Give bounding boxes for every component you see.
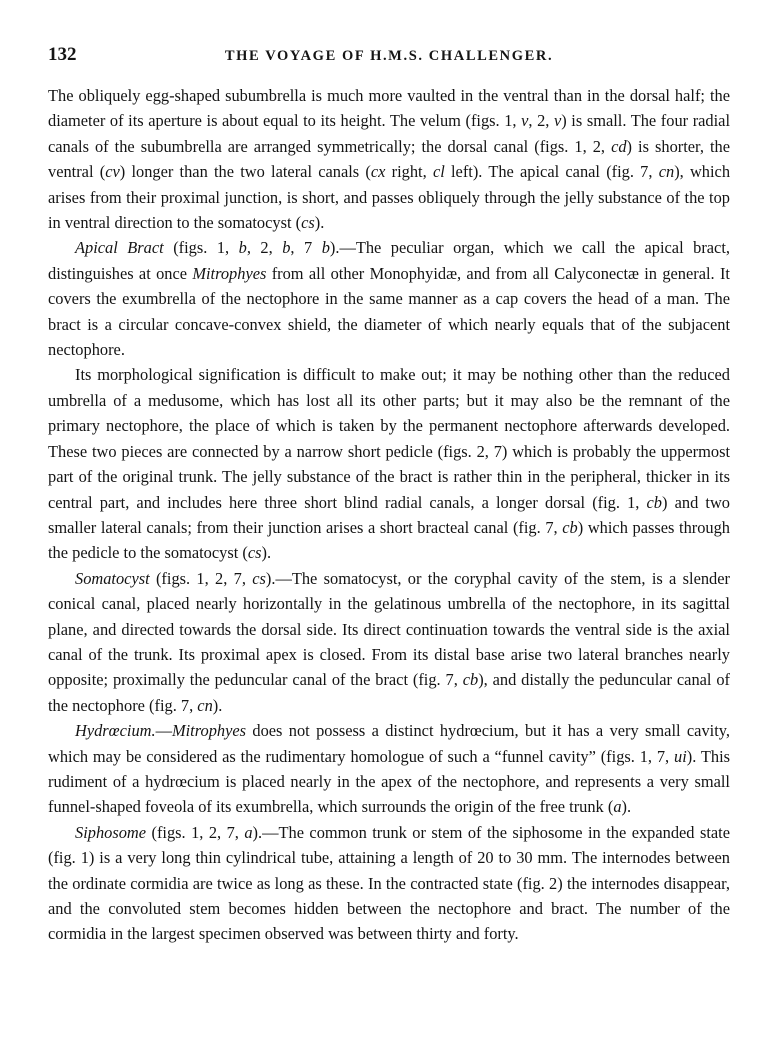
text-run: ).—The somatocyst, or the coryphal cavity of the stem, is a slender conical canal, placed nearly horizontally in the gelatinous umbrella of the nectophore, in its sagittal plane, and directed towards the dorsal side. Its direct continuation towards the ventral side is the axial canal of the trunk. Its proximal apex is closed. From its distal base arise two lateral branches nearly opposite; proximally the peduncular canal of the bract (fig. 7, — [48, 568, 730, 690]
text-run: (figs. 1, — [163, 238, 239, 258]
italic-term: cx — [370, 162, 386, 182]
italic-term: v — [521, 111, 529, 131]
body-text — [48, 83, 730, 947]
section-lead: Apical Bract — [75, 238, 164, 258]
text-run: , 2, — [246, 238, 283, 258]
running-title: THE VOYAGE OF H.M.S. CHALLENGER. — [224, 48, 554, 64]
text-run: ), which arises from their proximal junction, is short, and passes obliquely through the jelly substance of the top in ventral direction to the somatocyst ( — [48, 162, 731, 233]
text-run: ). This rudiment of a hydrœcium is placed nearly in the apex of the nectophore, and represents a very small funnel-shaped foveola of its exumbrella, which surrounds the origin of the free trunk ( — [48, 746, 730, 817]
italic-term: b — [321, 238, 330, 258]
italic-term: b — [282, 238, 291, 258]
italic-term: cs — [252, 568, 266, 588]
text-run: ) and two smaller lateral canals; from their junction arises a short bracteal canal (fig. 7, — [48, 492, 730, 537]
italic-term: cs — [301, 213, 315, 233]
paragraph — [48, 820, 730, 947]
page-header — [48, 44, 730, 70]
italic-term: Mitrophyes — [171, 721, 247, 741]
paragraph — [48, 362, 730, 565]
text-run: (figs. 1, 2, 7, — [146, 822, 245, 842]
page-number: 132 — [48, 44, 77, 65]
paragraph — [48, 566, 730, 718]
section-lead: Siphosome — [75, 822, 147, 842]
paragraph — [48, 718, 730, 820]
italic-term: cl — [432, 162, 445, 182]
italic-term: a — [613, 797, 622, 817]
italic-term: v — [553, 111, 562, 131]
italic-term: cn — [658, 162, 675, 182]
paragraph — [48, 235, 730, 362]
italic-term: cb — [562, 517, 578, 537]
text-run: (figs. 1, 2, 7, — [149, 568, 253, 588]
section-lead: Somatocyst — [75, 568, 150, 588]
text-run: does not possess a distinct hydrœcium, but it has a very small cavity, which may be considered as the rudimentary homologue of such a “funnel cavity” (figs. 1, 7, — [48, 721, 730, 766]
text-run: ) longer than the two lateral canals ( — [119, 162, 371, 182]
text-run: ) is small. The four radial canals of the subumbrella are arranged symmetrically; the dorsal canal (figs. 1, 2, — [48, 111, 731, 156]
text-run: ).—The common trunk or stem of the siphosome in the expanded state (fig. 1) is a very long thin cylindrical tube, attaining a length of 20 to 30 mm. The internodes between the ordinate cormidia are twice as long as these. In the contracted state (fig. 2) the internodes disappear, and the convoluted stem becomes hidden between the nectophore and bract. The number of the cormidia in the largest specimen observed was between thirty and forty. — [48, 822, 730, 944]
text-run: Its morphological signification is difficult to make out; it may be nothing other than the reduced umbrella of a medusome, which has lost all its other parts; but it may also be the remnant of the primary nectophore, the place of which is taken by the permanent nectophore afterwards developed. These two pieces are connected by a narrow short pedicle (figs. 2, 7) which is probably the uppermost part of the original trunk. The jelly substance of the bract is rather thin in the peripheral, thicker in its central part, and includes here three short blind radial canals, a longer dorsal (fig. 1, — [48, 365, 730, 512]
italic-term: ui — [674, 746, 687, 766]
text-run: ). — [621, 797, 632, 817]
text-run: ). — [314, 213, 325, 233]
italic-term: b — [238, 238, 247, 258]
paragraph — [48, 83, 730, 235]
italic-term: cb — [646, 492, 663, 512]
text-run: left). The apical canal (fig. 7, — [444, 162, 659, 182]
italic-term: a — [244, 822, 253, 842]
text-run: ) which passes through the pedicle to the somatocyst ( — [48, 517, 730, 563]
italic-term: cs — [247, 543, 262, 563]
text-run: from all other Monophyidæ, and from all Calyconectæ in general. It covers the exumbrella of the nectophore in the same manner as a cap covers the head of a man. The bract is a circular concave-convex shield, the diameter of which nearly equals that of the subjacent nectophore. — [48, 263, 730, 360]
italic-term: Mitrophyes — [192, 263, 267, 283]
italic-term: cb — [462, 670, 479, 690]
text-run: ).—The peculiar organ, which we call the apical bract, distinguishes at once — [48, 238, 730, 283]
section-lead: Hydrœcium. — [75, 721, 156, 741]
italic-term: cn — [197, 695, 213, 715]
italic-term: cd — [611, 136, 627, 156]
text-run: ) is shorter, the ventral ( — [48, 136, 730, 182]
text-run: , 2, — [528, 111, 554, 131]
text-run: ), and distally the peduncular canal of the nectophore (fig. 7, — [48, 670, 730, 715]
text-run: — — [155, 721, 172, 741]
italic-term: cv — [105, 162, 120, 182]
text-run: , 7 — [290, 238, 322, 258]
text-run: right, — [385, 162, 433, 182]
text-run: ). — [212, 695, 223, 715]
text-run: ). — [261, 543, 272, 563]
text-run: The obliquely egg-shaped subumbrella is much more vaulted in the ventral than in the dorsal half; the diameter of its aperture is about equal to its height. The velum (figs. 1, — [48, 86, 730, 131]
